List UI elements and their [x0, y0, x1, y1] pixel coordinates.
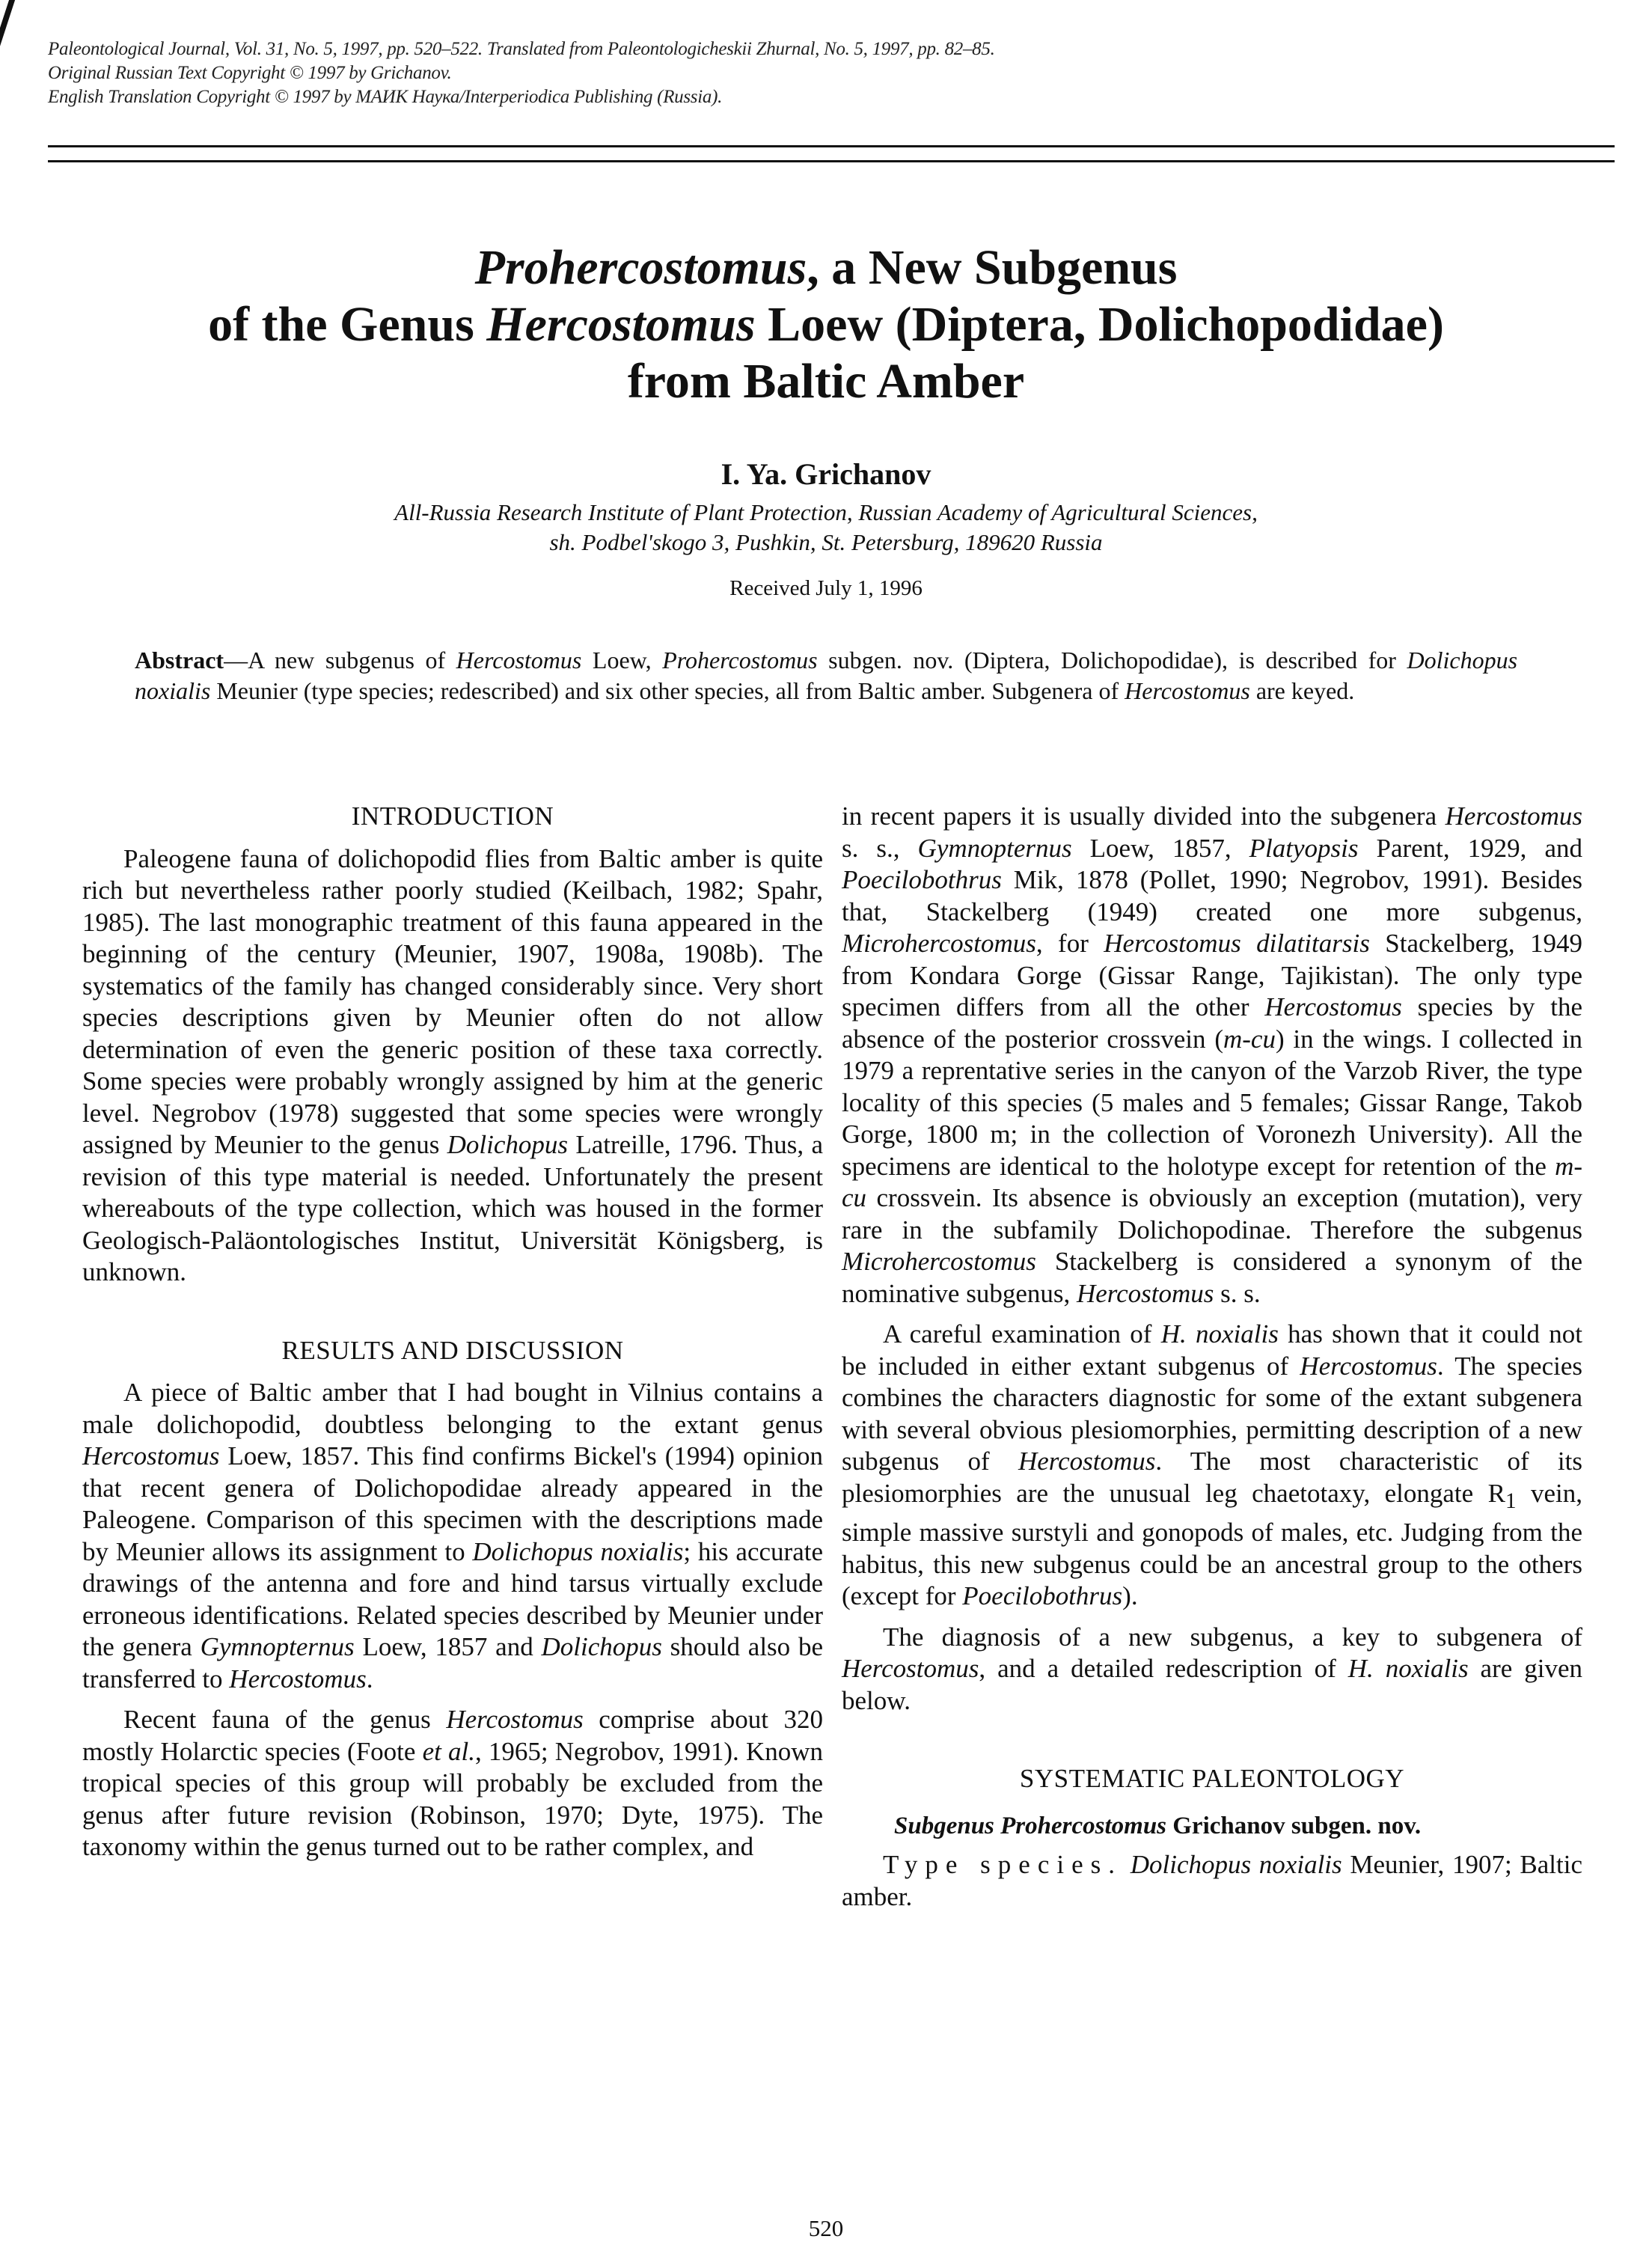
title-text: of the Genus	[208, 297, 487, 352]
abstract-label: Abstract	[135, 647, 224, 674]
title-text: , a New Subgenus	[807, 240, 1178, 295]
section-heading-introduction: INTRODUCTION	[351, 801, 554, 831]
left-column	[82, 801, 823, 1863]
header-line-original-copyright: Original Russian Text Copyright © 1997 by Grichanov.	[48, 63, 452, 83]
header-rule-top	[48, 145, 1615, 147]
header-line-translation-copyright: English Translation Copyright © 1997 by МАИК Наука/Interperiodica Publishing (Russia).	[48, 87, 723, 107]
affiliation-line: sh. Podbel'skogo 3, Pushkin, St. Petersburg, 189620 Russia	[549, 529, 1103, 555]
page-number: 520	[808, 2215, 844, 2241]
abstract-text: Loew,	[581, 647, 663, 674]
abstract-taxon: Hercostomus	[1125, 677, 1250, 704]
abstract	[135, 645, 1517, 706]
title-genus: Hercostomus	[486, 297, 756, 352]
scan-corner-mark	[0, 0, 15, 46]
right-column	[842, 801, 1582, 1913]
abstract-text: —A new subgenus of	[224, 647, 456, 674]
results-paragraph: A careful examination of H. noxialis has shown that it could not be included in either extant subgenus of Hercostomus. The species combines the characters diagnostic for some of the extant subgenera with several obvious plesiomorphies, permitting description of a new subgenus of Hercostomus. The most characteristic of its plesiomorphies are the unusual leg chaetotaxy, elongate $R_1$ vein, simple massive surstyli and gonopods of males, etc. Judging from the habitus, this new subgenus could be an ancestral group to the others (except for Poecilobothrus).	[842, 1319, 1583, 1610]
abstract-taxon: Hercostomus	[456, 647, 582, 674]
section-heading-results: RESULTS AND DISCUSSION	[281, 1335, 624, 1365]
title-text: from Baltic Amber	[627, 354, 1025, 409]
abstract-taxon: Dolichopus noxialis	[135, 647, 1518, 704]
title-text: Loew (Diptera, Dolichopodidae)	[755, 297, 1444, 352]
abstract-taxon: Prohercostomus	[662, 647, 818, 674]
subgenus-heading: Subgenus Prohercostomus Grichanov subgen. nov.	[894, 1812, 1422, 1839]
author-affiliation	[0, 498, 1652, 558]
header-line-citation: Paleontological Journal, Vol. 31, No. 5, 1997, pp. 520–522. Translated from Paleontologicheskii Zhurnal, No. 5, 1997, pp. 82–85.	[48, 39, 995, 59]
affiliation-line: All-Russia Research Institute of Plant Protection, Russian Academy of Agricultural Sciences,	[394, 499, 1258, 525]
results-paragraph: in recent papers it is usually divided into the subgenera Hercostomus s. s., Gymnopternus Loew, 1857, Platyopsis Parent, 1929, and Poecilobothrus Mik, 1878 (Pollet, 1990; Negrobov, 1991). Besides that, Stackelberg (1949) created one more subgenus, Microhercostomus, for Hercostomus dilatitarsis Stackelberg, 1949 from Kondara Gorge (Gissar Range, Tajikistan). The only type specimen differs from all the other Hercostomus species by the absence of the posterior crossvein (m-cu) in the wings. I collected in 1979 a reprentative series in the canyon of the Varzob River, the type locality of this species (5 males and 5 females; Gissar Range, Takob Gorge, 1800 m; in the collection of Voronezh University). All the specimens are identical to the holotype except for retention of the m-cu crossvein. Its absence is obviously an exception (mutation), very rare in the subfamily Dolichopodinae. Therefore the subgenus Microhercostomus Stackelberg is considered a synonym of the nominative subgenus, Hercostomus s. s.	[842, 801, 1583, 1308]
abstract-text: subgen. nov. (Diptera, Dolichopodidae), is described for	[817, 647, 1407, 674]
results-paragraph: A piece of Baltic amber that I had bought in Vilnius contains a male dolichopodid, doubtless belonging to the extant genus Hercostomus Loew, 1857. This find confirms Bickel's (1994) opinion that recent genera of Dolichopodidae already appeared in the Paleogene. Comparison of this specimen with the descriptions made by Meunier allows its assignment to Dolichopus noxialis; his accurate drawings of the antenna and fore and hind tarsus virtually exclude erroneous identifications. Related species described by Meunier under the genera Gymnopternus Loew, 1857 and Dolichopus should also be transferred to Hercostomus.	[82, 1378, 823, 1694]
type-species-paragraph: Type species. Dolichopus noxialis Meunier, 1907; Baltic amber.	[842, 1850, 1582, 1911]
header-rule-bottom	[48, 160, 1615, 162]
intro-paragraph: Paleogene fauna of dolichopodid flies from Baltic amber is quite rich but nevertheless rather poorly studied (Keilbach, 1982; Spahr, 1985). The last monographic treatment of this fauna appeared in the beginning of the century (Meunier, 1907, 1908a, 1908b). The systematics of the family has changed considerably since. Very short species descriptions given by Meunier often do not allow determination of even the generic position of these taxa correctly. Some species were probably wrongly assigned by him at the generic level. Negrobov (1978) suggested that some species were wrongly assigned by Meunier to the genus Dolichopus Latreille, 1796. Thus, a revision of this type material is needed. Unfortunately the present whereabouts of the type collection, which was housed in the former Geologisch-Paläontologisches Institut, Universität Königsberg, is unknown.	[82, 843, 824, 1286]
received-date: Received July 1, 1996	[729, 576, 923, 600]
results-paragraph: The diagnosis of a new subgenus, a key to subgenera of Hercostomus, and a detailed redescription of H. noxialis are given below.	[842, 1622, 1582, 1715]
author-name: I. Ya. Grichanov	[721, 457, 931, 491]
section-heading-systematic: SYSTEMATIC PALEONTOLOGY	[1019, 1764, 1405, 1793]
results-paragraph: Recent fauna of the genus Hercostomus comprise about 320 mostly Holarctic species (Foote et al., 1965; Negrobov, 1991). Known tropical species of this group will probably be excluded from the genus after future revision (Robinson, 1970; Dyte, 1975). The taxonomy within the genus turned out to be rather complex, and	[82, 1705, 824, 1861]
abstract-text: are keyed.	[1249, 677, 1355, 704]
paper-title	[0, 239, 1652, 410]
abstract-text: Meunier (type species; redescribed) and six other species, all from Baltic amber. Subgenera of	[210, 677, 1125, 704]
journal-header	[48, 37, 995, 109]
title-genus: Prohercostomus	[474, 240, 807, 295]
